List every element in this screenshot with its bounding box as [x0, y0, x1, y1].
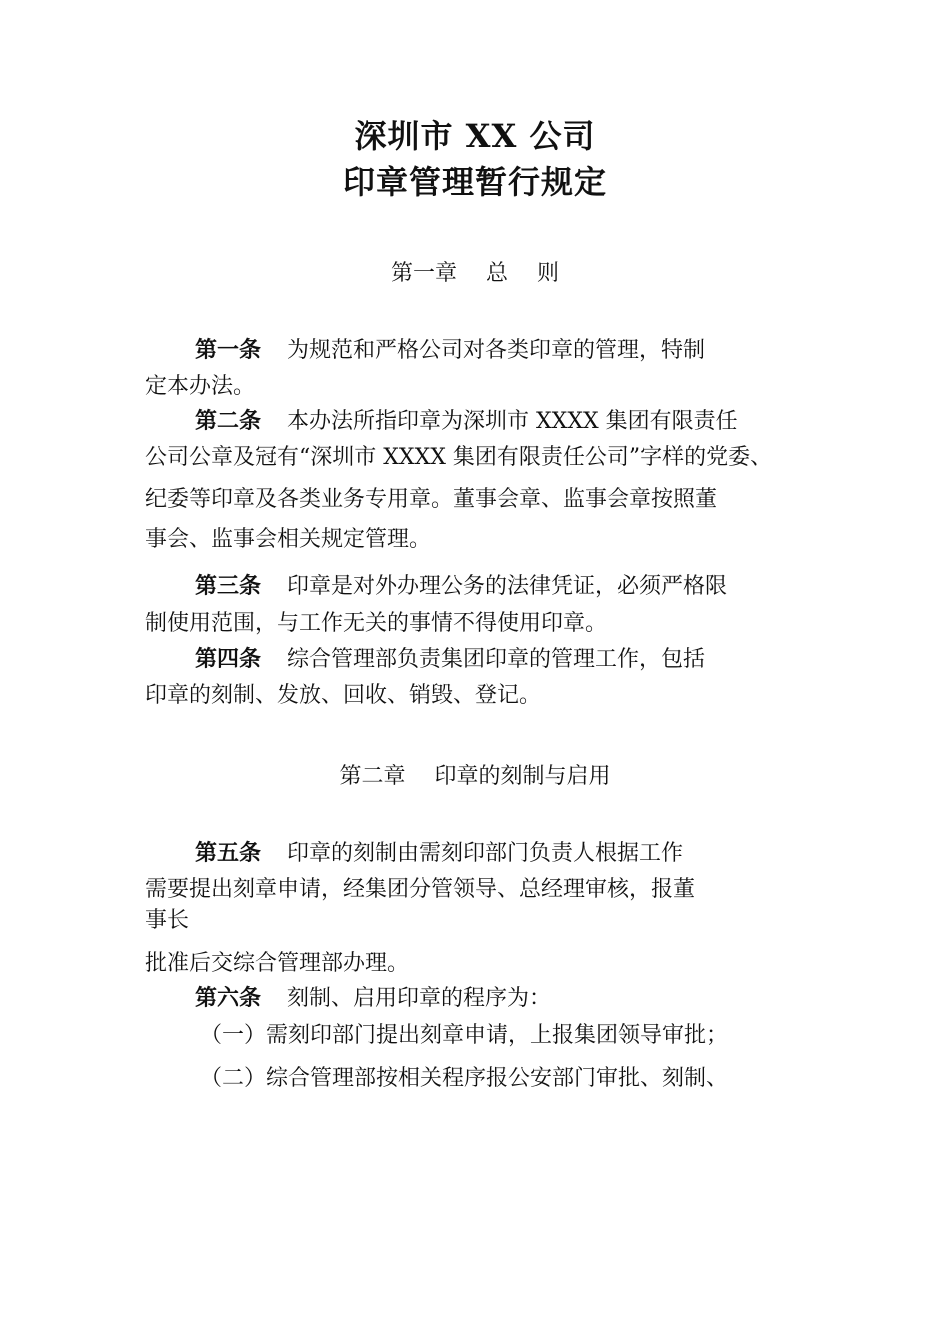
article-2-line1 [195, 407, 738, 437]
article-3-label: 第三条 [195, 574, 262, 599]
article-6-line1 [195, 984, 551, 1014]
article-6-text1: 刻制、启用印章的程序为： [287, 986, 552, 1011]
article-5-text1: 印章的刻制由需刻印部门负责人根据工作 [287, 841, 684, 866]
article-6-item-2: （二）综合管理部按相关程序报公安部门审批、刻制、 [200, 1066, 729, 1091]
article-1-line1 [195, 336, 705, 366]
article-5-line2: 需要提出刻章申请，经集团分管领导、总经理审核，报董 [145, 877, 696, 902]
article-4-text1: 综合管理部负责集团印章的管理工作，包括 [287, 647, 706, 672]
article-2-line2: 公司公章及冠有“深圳市 XXXX 集团有限责任公司”字样的党委、 [145, 445, 773, 470]
article-5-line3: 事长 [145, 908, 190, 933]
article-6-label: 第六条 [195, 986, 262, 1011]
document-title-line1: 深圳市 XX 公司 [354, 117, 596, 155]
article-5-label: 第五条 [195, 841, 262, 866]
chapter-1-heading: 第一章 总 则 [391, 261, 559, 286]
article-5-line4: 批准后交综合管理部办理。 [145, 951, 410, 976]
article-3-line2: 制使用范围，与工作无关的事情不得使用印章。 [145, 611, 608, 636]
chapter-2-heading: 第二章 印章的刻制与启用 [339, 764, 611, 789]
article-2-text1: 本办法所指印章为深圳市 XXXX 集团有限责任 [287, 409, 738, 434]
article-5-line1 [195, 839, 683, 869]
document-title-line2: 印章管理暂行规定 [342, 163, 607, 201]
article-2-line4: 事会、监事会相关规定管理。 [145, 527, 432, 552]
article-2-label: 第二条 [195, 409, 262, 434]
article-3-text1: 印章是对外办理公务的法律凭证，必须严格限 [287, 574, 728, 599]
article-4-label: 第四条 [195, 647, 262, 672]
article-4-line2: 印章的刻制、发放、回收、销毁、登记。 [145, 683, 542, 708]
article-1-label: 第一条 [195, 338, 262, 363]
article-4-line1 [195, 645, 705, 675]
article-2-line3: 纪委等印章及各类业务专用章。董事会章、监事会章按照董 [145, 487, 718, 512]
article-1-text1: 为规范和严格公司对各类印章的管理，特制 [287, 338, 706, 363]
article-3-line1 [195, 572, 727, 602]
article-1-line2: 定本办法。 [145, 374, 256, 399]
article-6-item-1: （一）需刻印部门提出刻章申请，上报集团领导审批； [200, 1023, 729, 1048]
